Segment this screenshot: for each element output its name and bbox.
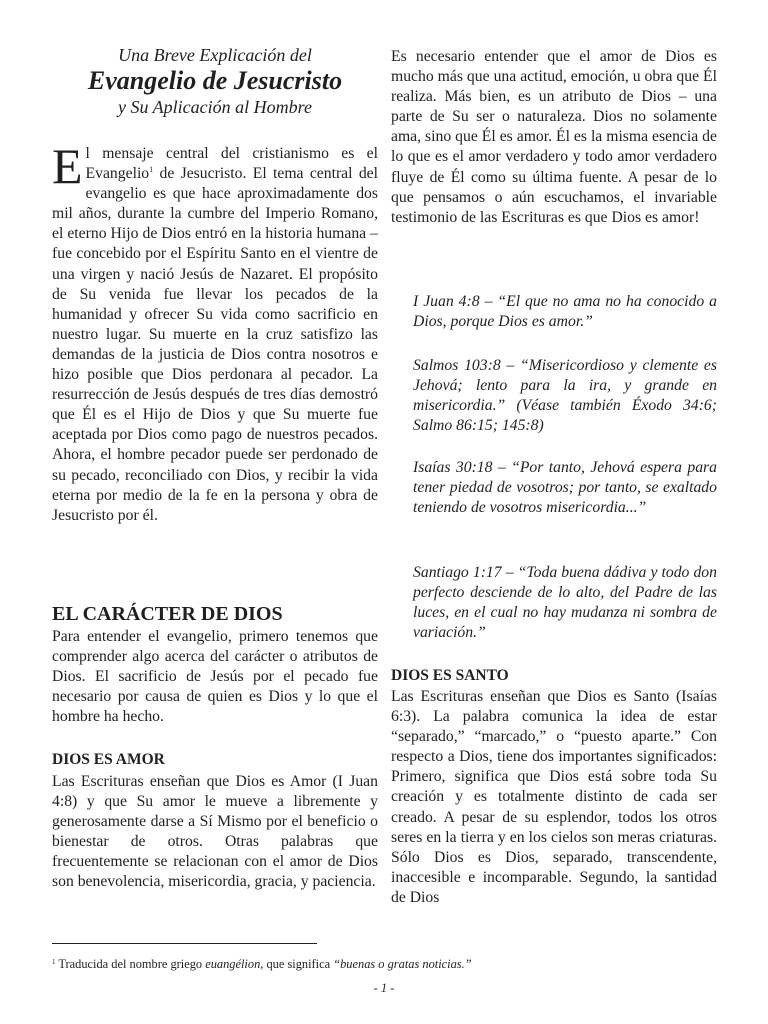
footnote [52, 956, 652, 972]
heading-caracter-de-dios: EL CARÁCTER DE DIOS [52, 603, 283, 625]
footnote-meaning: “buenas o gratas noticias.” [333, 957, 472, 971]
footnote-greek-term: euangélion [205, 957, 261, 971]
paragraph-dios-es-santo: Las Escrituras enseñan que Dios es Santo (Isaías 6:3). La palabra comunica la idea de estar “separado,” “marcado,” o “puesto aparte.” Con respecto a Dios, tiene dos importantes significados: Primero, significa que Dios está sobre toda Su creación y es totalmente distinto de cada ser creado. A pesar de su esplendor, todos los otros seres en la tierra y en los cielos son meras criaturas. Sólo Dios es Dios, separado, transcendente, inaccesible e incomparable. Segundo, la santidad de Dios [391, 688, 717, 906]
footnote-divider [52, 943, 317, 944]
title-line-1: Una Breve Explicación del [118, 45, 312, 65]
main-title: Evangelio de Jesucristo [87, 66, 343, 95]
title-line-3: y Su Aplicación al Hombre [118, 97, 312, 117]
scripture-quote: Santiago 1:17 – “Toda buena dádiva y todo don perfecto desciende de lo alto, del Padre de las luces, en el cual no hay mudanza ni sombra de variación.” [413, 564, 717, 642]
page-number: - 1 - [373, 981, 395, 995]
footnote-number: 1 [52, 958, 56, 966]
footnote-text-mid: , que significa [260, 957, 334, 971]
intro-text-start: l mensaje central del cristianismo es el Evangelio [85, 145, 378, 183]
intro-paragraph [52, 138, 378, 526]
scripture-quote: I Juan 4:8 – “El que no ama no ha conocido a Dios, porque Dios es amor.” [413, 293, 717, 331]
paragraph-amor-esencia: Es necesario entender que el amor de Dios es mucho más que una actitud, emoción, u obra que Él realiza. Más bien, es un atributo de Dios – una parte de Su ser o naturaleza. Dios no solamente ama, sino que Él es amor. Él es la misma esencia de lo que es el amor verdadero y todo amor verdadero fluye de Él como su última fuente. A pesar de lo que pensamos o aún escuchamos, el invariable testimonio de las Escrituras es que Dios es amor! [391, 48, 717, 226]
footnote-marker: 1 [149, 165, 154, 175]
heading-dios-es-santo: DIOS ES SANTO [391, 667, 509, 684]
paragraph-dios-es-amor: Las Escrituras enseñan que Dios es Amor (I Juan 4:8) y que Su amor le mueve a libremente y generosamente darse a Sí Mismo por el beneficio o bienestar de otros. Otras palabras que frecuentemente se relacionan con el amor de Dios son benevolencia, misericordia, gracia, y paciencia. [52, 773, 378, 891]
footnote-text: Traducida del nombre griego [55, 957, 206, 971]
scripture-quote: Isaías 30:18 – “Por tanto, Jehová espera para tener piedad de vosotros; por tanto, se exaltado teniendo de vosotros misericordia...” [413, 459, 717, 517]
document-title [52, 44, 378, 118]
scripture-quote: Salmos 103:8 – “Misericordioso y clemente es Jehová; lento para la ira, y grande en misericordia.” (Véase también Éxodo 34:6; Salmo 86:15; 145:8) [413, 357, 717, 435]
paragraph-caracter-de-dios: Para entender el evangelio, primero tenemos que comprender algo acerca del carácter o atributos de Dios. El sacrificio de Jesús por el pecado fue necesario por causa de quien es Dios y lo que el hombre ha hecho. [52, 628, 378, 726]
drop-cap: E [52, 138, 83, 194]
heading-dios-es-amor: DIOS ES AMOR [52, 751, 165, 768]
intro-text-rest: de Jesucristo. El tema central del evangelio es que hace aproximadamente dos mil años, durante la cumbre del Imperio Romano, el eterno Hijo de Dios entró en la historia humana – fue concebido por el Espíritu Santo en el vientre de una virgen y nació Jesús de Nazaret. El propósito de Su venida fue llevar los pecados de la humanidad y ofrecer Su vida como sacrificio en nuestro lugar. Su muerte en la cruz satisfizo las demandas de la justicia de Dios contra nosotros e hizo posible que Dios perdonara al pecador. La resurrección de Jesús después de tres días demostró que Él es el Hijo de Dios y que Su muerte fue aceptada por Dios como pago de nuestros pecados. Ahora, el hombre pecador puede ser perdonado de su pecado, reconciliado con Dios, y recibir la vida eterna por medio de la fe en la persona y obra de Jesucristo por él. [52, 165, 378, 524]
